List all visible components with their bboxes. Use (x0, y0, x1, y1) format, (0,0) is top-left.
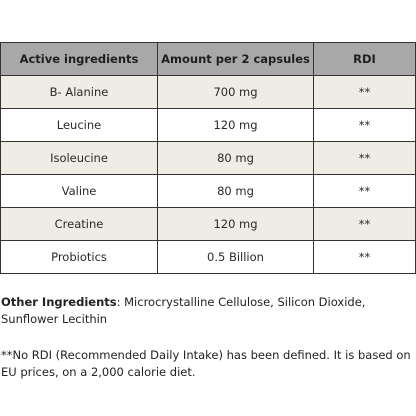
header-rdi: RDI (314, 43, 416, 76)
other-ingredients (1, 294, 411, 327)
ingredients-table (0, 42, 416, 274)
ingredient-amount: 80 mg (158, 175, 314, 208)
ingredient-rdi: ** (314, 208, 416, 241)
header-active-ingredients: Active ingredients (1, 43, 158, 76)
ingredient-name: B- Alanine (1, 76, 158, 109)
ingredient-rdi: ** (314, 241, 416, 274)
ingredient-amount: 0.5 Billion (158, 241, 314, 274)
table-row (1, 208, 416, 241)
ingredient-rdi: ** (314, 142, 416, 175)
ingredient-amount: 120 mg (158, 208, 314, 241)
other-ingredients-label: Other Ingredients (1, 295, 117, 309)
table-row (1, 175, 416, 208)
ingredient-amount: 120 mg (158, 109, 314, 142)
table-row (1, 142, 416, 175)
table-row (1, 76, 416, 109)
ingredient-name: Isoleucine (1, 142, 158, 175)
table-row (1, 109, 416, 142)
ingredient-name: Valine (1, 175, 158, 208)
ingredient-name: Probiotics (1, 241, 158, 274)
ingredient-amount: 700 mg (158, 76, 314, 109)
ingredient-name: Leucine (1, 109, 158, 142)
other-ingredients-text: : Microcrystalline Cellulose, Silicon Dioxide, Sunflower Lecithin (1, 295, 366, 326)
ingredient-rdi: ** (314, 175, 416, 208)
ingredient-name: Creatine (1, 208, 158, 241)
table-row (1, 241, 416, 274)
table-header-row (1, 43, 416, 76)
ingredient-rdi: ** (314, 109, 416, 142)
ingredient-rdi: ** (314, 76, 416, 109)
header-amount: Amount per 2 capsules (158, 43, 314, 76)
rdi-footnote: **No RDI (Recommended Daily Intake) has been defined. It is based on EU prices, on a 2,000 calorie diet. (1, 348, 411, 379)
ingredient-amount: 80 mg (158, 142, 314, 175)
